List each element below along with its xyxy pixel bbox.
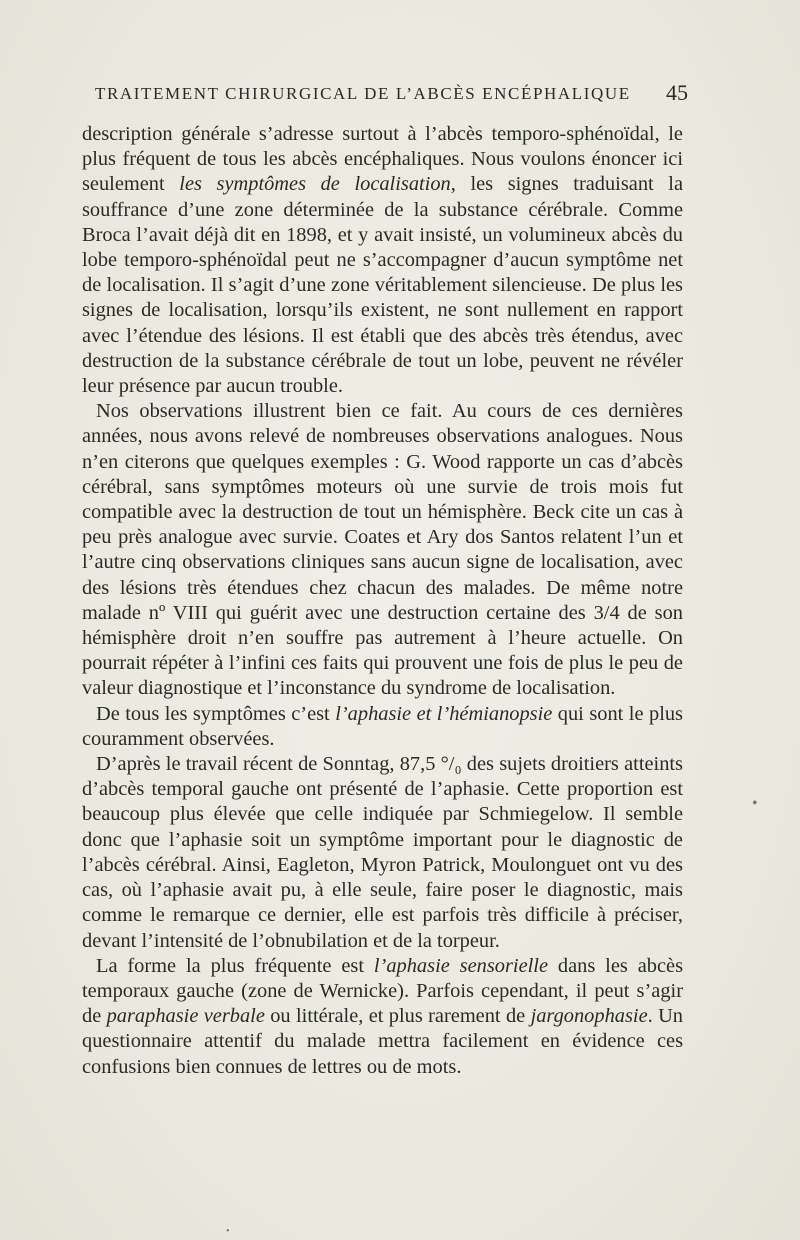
emphasis: l’aphasie sensorielle — [373, 954, 549, 977]
paragraph-1: description générale s’adresse surtout à l’abcès temporo-sphénoïdal, le plus fréquent de tous les abcès encéphaliques. Nous voulons énoncer ici seulement les symptômes de localisation, les signes traduisant la souffrance d’une zone déterminée de la substance cérébrale. Comme Broca l’avait déjà dit en 1898, et y avait insisté, un volumineux abcès du lobe temporo-sphénoïdal peut ne s’accompagner d’aucun symptôme net de localisation. Il s’agit d’une zone véritablement silencieuse. De plus les signes de localisation, lorsqu’ils existent, ne sont nullement en rapport avec l’étendue des lésions. Il est établi que des abcès très étendus, avec destruction de la substance cérébrale de tout un lobe, peuvent ne révéler leur présence par aucun trouble. — [82, 123, 683, 398]
speck-mark: • — [226, 1226, 230, 1237]
emphasis: paraphasie verbale — [106, 1005, 265, 1028]
body-text — [82, 122, 683, 1080]
page-number: 45 — [666, 80, 688, 105]
emphasis: jargonophasie — [530, 1005, 648, 1028]
page-header — [95, 78, 688, 110]
paragraph-4: D’après le travail récent de Sonntag, 87,5 °/₀ des sujets droitiers atteints d’abcès temporal gauche ont présenté de l’aphasie. Cette proportion est beaucoup plus élevée que celle indiquée par Schmiegelow. Il semble donc que l’aphasie soit un symptôme important pour le diagnostic de l’abcès cérébral. Ainsi, Eagleton, Myron Patrick, Moulonguet ont vu des cas, où l’aphasie avait pu, à elle seule, faire poser le diagnostic, mais comme le remarque ce dernier, elle est parfois très difficile à préciser, devant l’intensité de l’obnubilation et de la torpeur. — [82, 753, 683, 952]
paragraph-5: La forme la plus fréquente est l’aphasie sensorielle dans les abcès temporaux gauche (zone de Wernicke). Parfois cependant, il peut s’agir de paraphasie verbale ou littérale, et plus rarement de jargonophasie. Un questionnaire attentif du malade mettra facilement en évidence ces confusions bien connues de lettres ou de mots. — [82, 954, 684, 1078]
paragraph-3: De tous les symptômes c’est l’aphasie et l’hémianopsie qui sont le plus couramment observées. — [82, 702, 683, 750]
paragraph-2: Nos observations illustrent bien ce fait. Au cours de ces dernières années, nous avons relevé de nombreuses observations analogues. Nous n’en citerons que quelques exemples : G. Wood rapporte un cas d’abcès cérébral, sans symptômes moteurs où une survie de trois mois fut compatible avec la destruction de tout un hémisphère. Beck cite un cas à peu près analogue avec survie. Coates et Ary dos Santos relatent l’un et l’autre cinq observations cliniques sans aucun signe de localisation, avec des lésions très étendues chez chacun des malades. De même notre malade nº VIII qui guérit avec une destruction certaine des 3/4 de son hémisphère droit n’en souffre pas autrement à l’heure actuelle. On pourrait répéter à l’infini ces faits qui prouvent une fois de plus le peu de valeur diagnostique et l’inconstance du syndrome de localisation. — [82, 400, 683, 700]
speck-mark: • — [752, 795, 758, 812]
running-title: TRAITEMENT CHIRURGICAL DE L’ABCÈS ENCÉPHALIQUE — [95, 84, 631, 103]
emphasis: les symptômes de localisation — [179, 173, 451, 196]
emphasis: l’aphasie et l’hémianopsie — [335, 702, 553, 725]
